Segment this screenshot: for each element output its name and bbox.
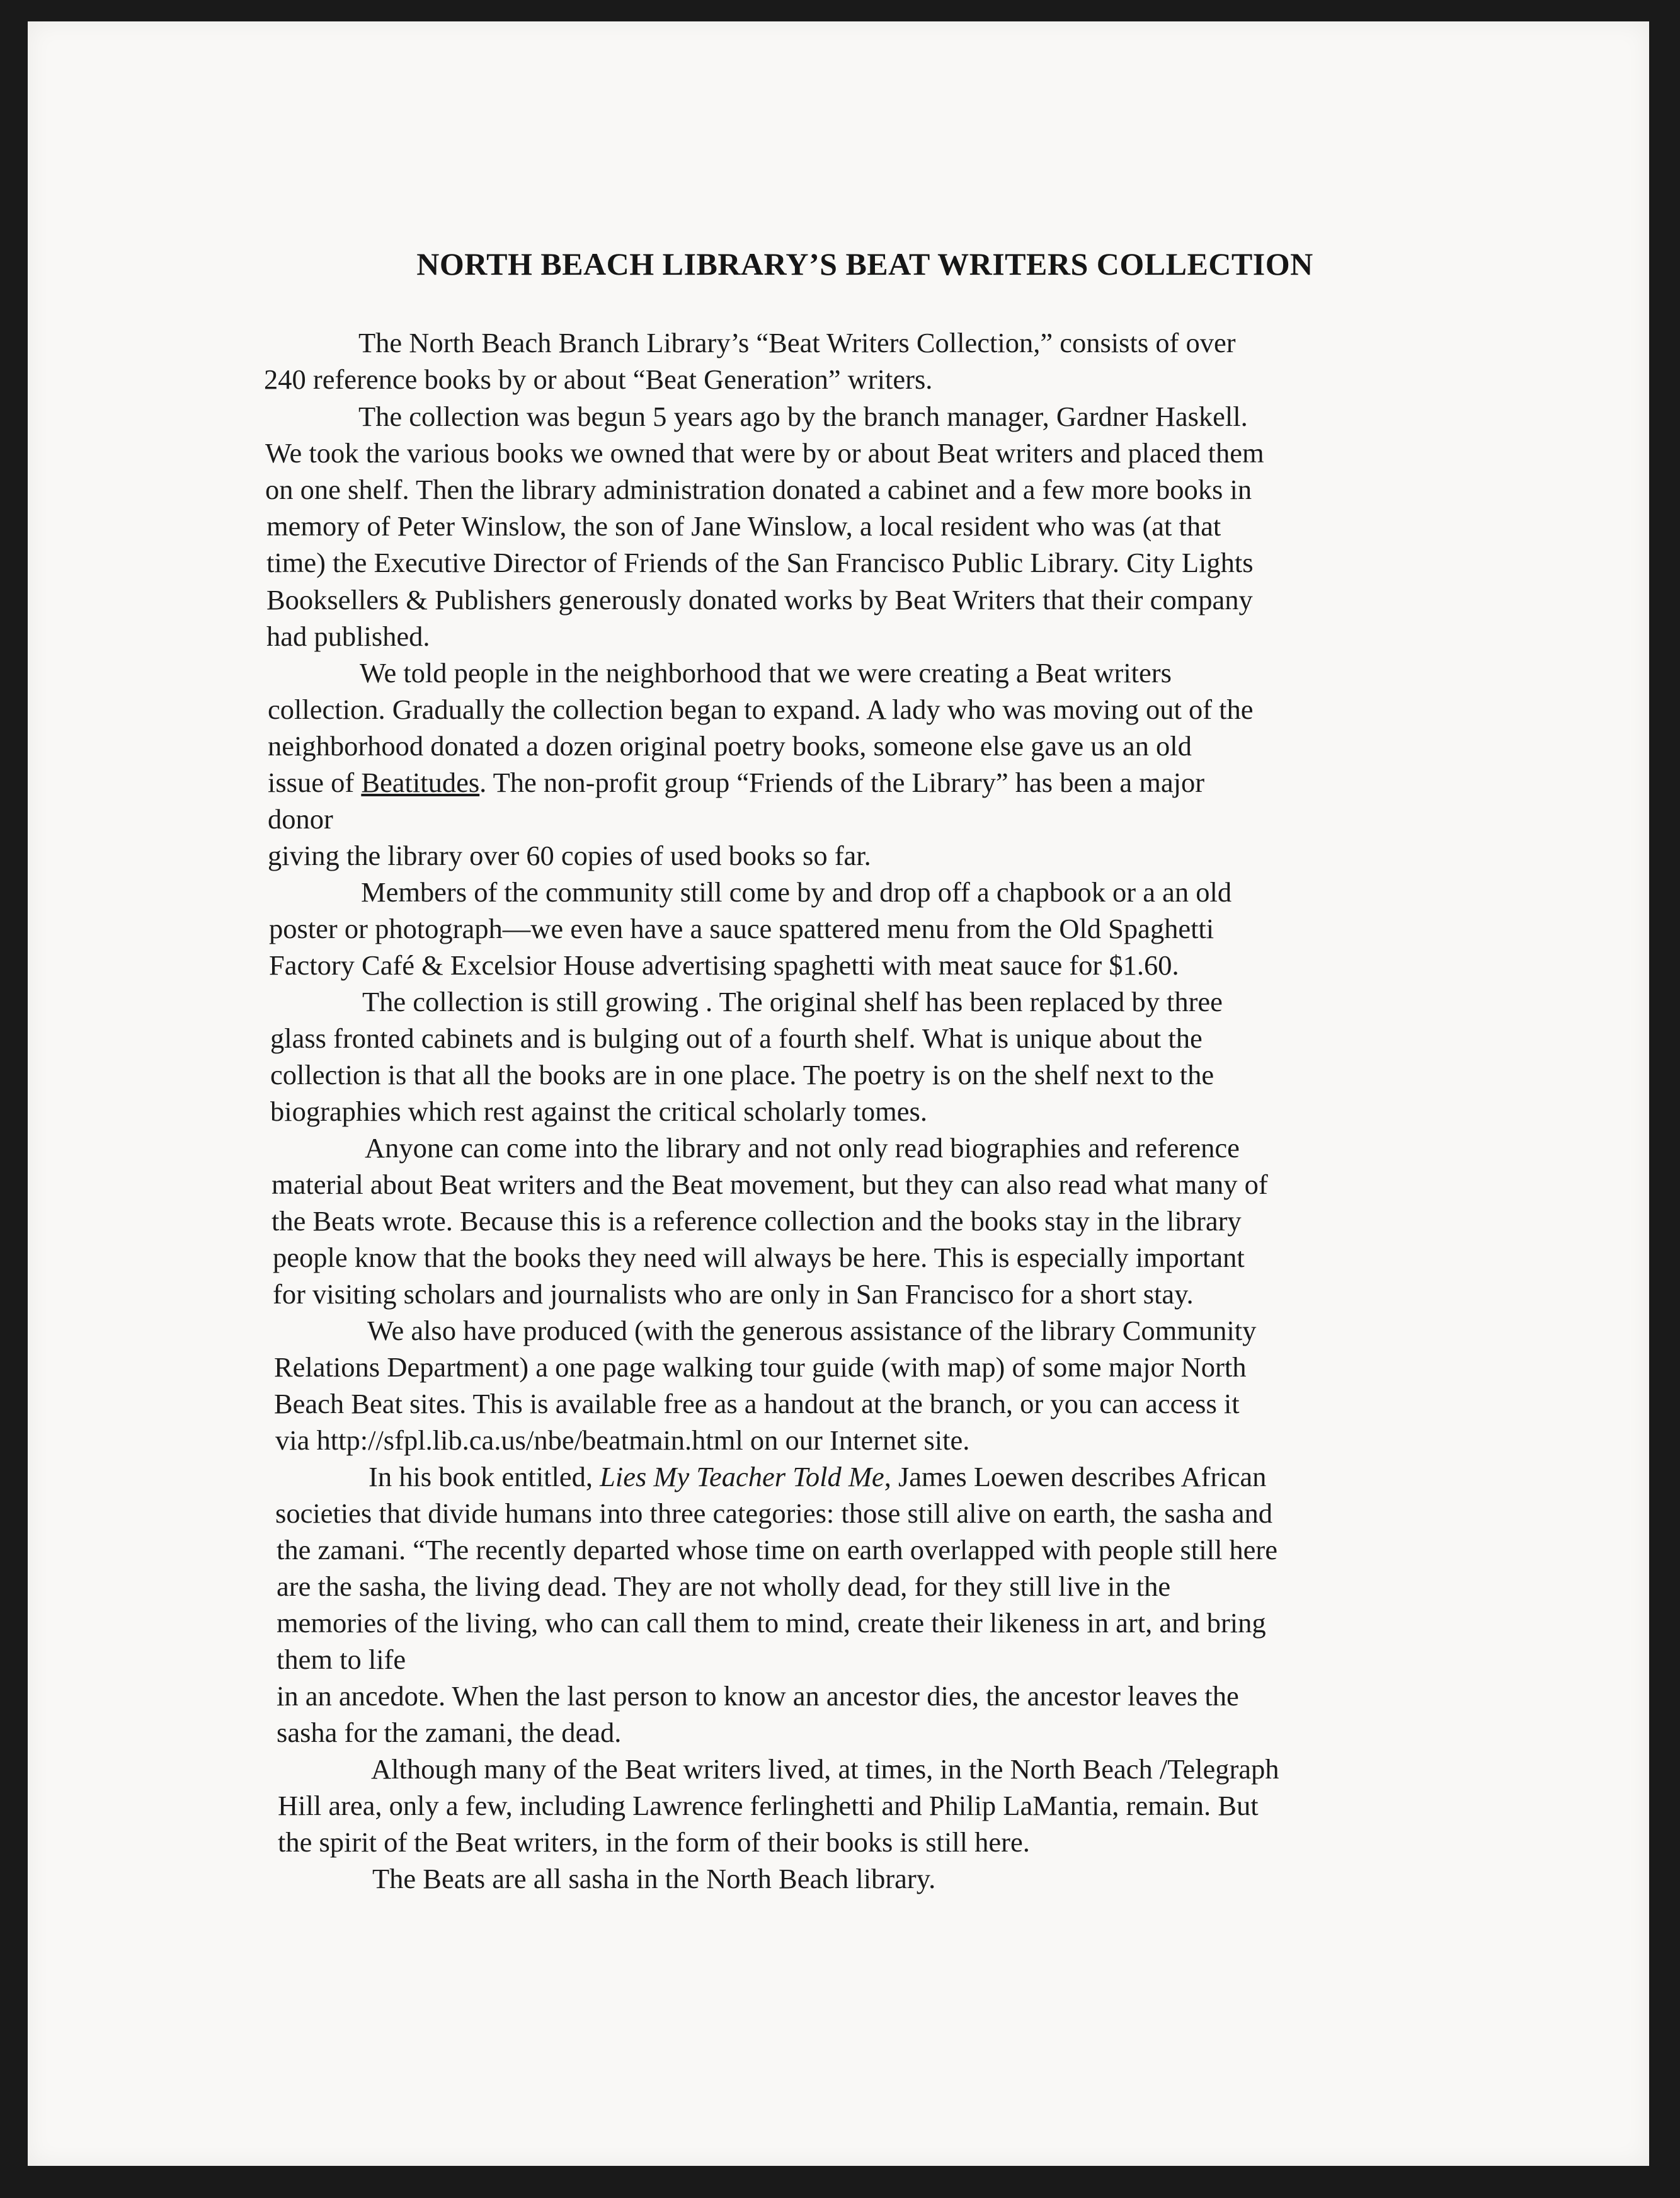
book-title: Lies My Teacher Told Me: [600, 1461, 884, 1492]
paragraph-line: collection. Gradually the collection began to expand. A lady who was moving out of the: [268, 694, 1254, 725]
paragraph-line: Factory Café & Excelsior House advertising spaghetti with meat sauce for $1.60.: [269, 949, 1179, 981]
beatitudes-title: Beatitudes: [361, 767, 480, 798]
paragraph-line: the spirit of the Beat writers, in the form of their books is still here.: [278, 1826, 1030, 1858]
paragraph-line: 240 reference books by or about “Beat Generation” writers.: [264, 363, 933, 395]
paragraph-line: via http://sfpl.lib.ca.us/nbe/beatmain.html on our Internet site.: [275, 1424, 970, 1456]
paragraph-line: poster or photograph—we even have a sauce spattered menu from the Old Spaghetti: [269, 913, 1214, 944]
paragraph-line: issue of Beatitudes. The non-profit group “Friends of the Library” has been a major: [268, 767, 1205, 798]
paragraph-line: had published.: [266, 621, 430, 652]
paragraph-line: collection is that all the books are in one place. The poetry is on the shelf next to the: [270, 1059, 1214, 1090]
paragraph-line: for visiting scholars and journalists who are only in San Francisco for a short stay.: [273, 1278, 1194, 1310]
paragraph-line: We also have produced (with the generous assistance of the library Community: [367, 1315, 1257, 1346]
paragraph-line: on one shelf. Then the library administration donated a cabinet and a few more books in: [265, 474, 1252, 505]
paragraph-line: Although many of the Beat writers lived, at times, in the North Beach /Telegraph: [371, 1753, 1279, 1785]
paragraph-line: them to life: [277, 1644, 406, 1675]
paragraph-line: in an ancedote. When the last person to know an ancestor dies, the ancestor leaves the: [277, 1680, 1239, 1712]
document-page: [28, 21, 1649, 2166]
paragraph-line: glass fronted cabinets and is bulging out of a fourth shelf. What is unique about the: [270, 1022, 1203, 1054]
paragraph-line: material about Beat writers and the Beat movement, but they can also read what many of: [271, 1169, 1268, 1200]
paragraph-line: Hill area, only a few, including Lawrence ferlinghetti and Philip LaMantia, remain. But: [278, 1790, 1259, 1821]
paragraph-line: Members of the community still come by and drop off a chapbook or a an old: [361, 876, 1232, 908]
paragraph-line: are the sasha, the living dead. They are not wholly dead, for they still live in the: [277, 1571, 1171, 1602]
paragraph-line: The North Beach Branch Library’s “Beat Writers Collection,” consists of over: [358, 327, 1236, 358]
paragraph-line: giving the library over 60 copies of used books so far.: [268, 840, 871, 871]
paragraph-line: The collection was begun 5 years ago by the branch manager, Gardner Haskell.: [358, 401, 1248, 432]
paragraph-line: people know that the books they need will always be here. This is especially important: [273, 1242, 1245, 1273]
paragraph-line: biographies which rest against the critical scholarly tomes.: [270, 1096, 927, 1127]
paragraph-line: memory of Peter Winslow, the son of Jane Winslow, a local resident who was (at that: [266, 510, 1221, 542]
paragraph-line: societies that divide humans into three categories: those still alive on earth, the sasha and: [275, 1497, 1273, 1529]
paragraph-line: Relations Department) a one page walking tour guide (with map) of some major North: [274, 1351, 1247, 1383]
paragraph-line: memories of the living, who can call them to mind, create their likeness in art, and bring: [277, 1607, 1266, 1639]
paragraph-line: In his book entitled, Lies My Teacher Told Me, James Loewen describes African: [369, 1461, 1267, 1492]
paragraph-line: We told people in the neighborhood that we were creating a Beat writers: [360, 657, 1172, 689]
paragraph-line: the zamani. “The recently departed whose time on earth overlapped with people still here: [277, 1534, 1278, 1566]
paragraph-line: We took the various books we owned that were by or about Beat writers and placed them: [265, 437, 1264, 469]
paragraph-line: Beach Beat sites. This is available free as a handout at the branch, or you can access it: [274, 1388, 1240, 1419]
document-title: NORTH BEACH LIBRARY’S BEAT WRITERS COLLECTION: [416, 246, 1313, 282]
paragraph-line: The collection is still growing . The original shelf has been replaced by three: [362, 986, 1223, 1017]
paragraph-line: The Beats are all sasha in the North Beach library.: [372, 1863, 936, 1894]
paragraph-line: the Beats wrote. Because this is a reference collection and the books stay in the library: [271, 1205, 1242, 1237]
paragraph-line: sasha for the zamani, the dead.: [277, 1717, 622, 1748]
paragraph-line: Booksellers & Publishers generously donated works by Beat Writers that their company: [266, 584, 1253, 615]
paragraph-line: neighborhood donated a dozen original poetry books, someone else gave us an old: [268, 730, 1192, 762]
paragraph-line: Anyone can come into the library and not only read biographies and reference: [365, 1132, 1240, 1164]
paragraph-line: donor: [268, 803, 333, 835]
paragraph-line: time) the Executive Director of Friends of the San Francisco Public Library. City Lights: [266, 547, 1254, 578]
